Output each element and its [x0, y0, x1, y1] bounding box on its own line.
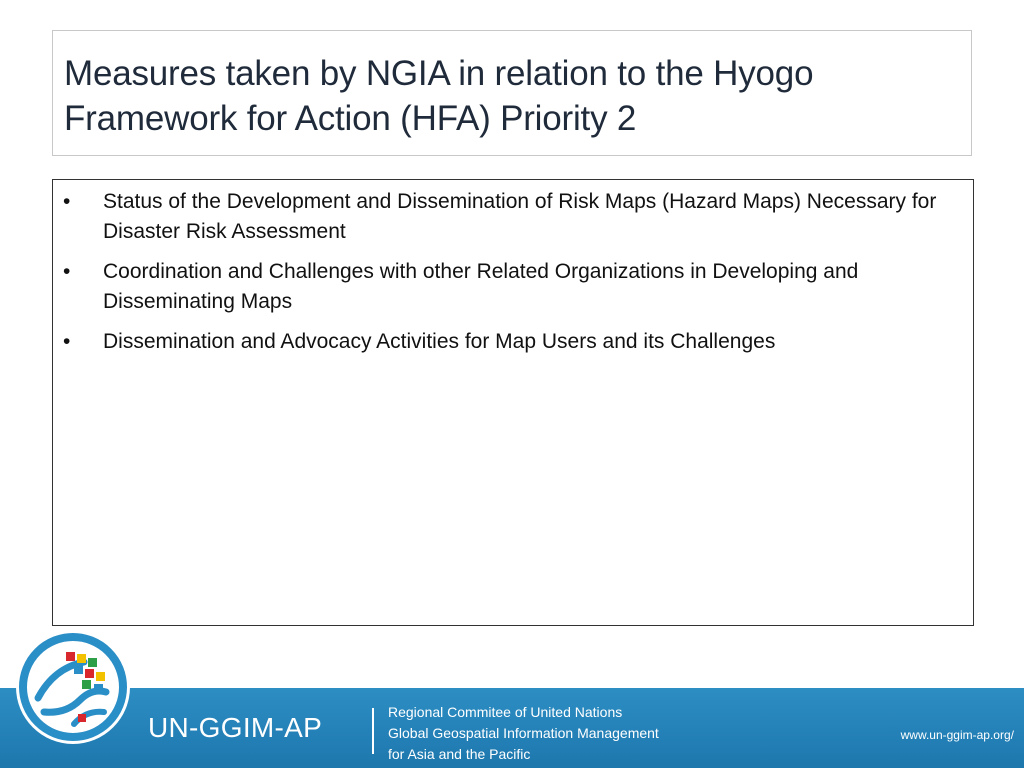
bullet-dot: •	[63, 190, 71, 213]
title-box	[52, 30, 972, 156]
bullet-item	[63, 187, 959, 247]
footer-org-line: Global Geospatial Information Management	[388, 725, 659, 741]
footer-brand: UN-GGIM-AP	[148, 712, 323, 743]
footer-divider	[372, 708, 374, 754]
bullet-text: Status of the Development and Dissemination of Risk Maps (Hazard Maps) Necessary for Disaster Risk Assessment	[103, 190, 937, 243]
footer-org-line: Regional Commitee of United Nations	[388, 704, 623, 720]
bullet-list	[63, 187, 959, 357]
bullet-dot: •	[63, 330, 71, 353]
footer-url[interactable]: www.un-ggim-ap.org/	[900, 728, 1014, 742]
bullet-dot: •	[63, 260, 71, 283]
footer-org-line: for Asia and the Pacific	[388, 746, 531, 762]
footer-org	[388, 702, 659, 765]
un-ggim-ap-globe-logo-icon	[14, 628, 132, 746]
bullet-item	[63, 327, 959, 357]
slide-title: Measures taken by NGIA in relation to the Hyogo Framework for Action (HFA) Priority 2	[64, 54, 814, 138]
bullet-text: Coordination and Challenges with other Related Organizations in Developing and Disseminating Maps	[103, 260, 859, 313]
bullet-text: Dissemination and Advocacy Activities for Map Users and its Challenges	[103, 330, 776, 353]
content-box	[52, 179, 974, 626]
bullet-item	[63, 257, 959, 317]
